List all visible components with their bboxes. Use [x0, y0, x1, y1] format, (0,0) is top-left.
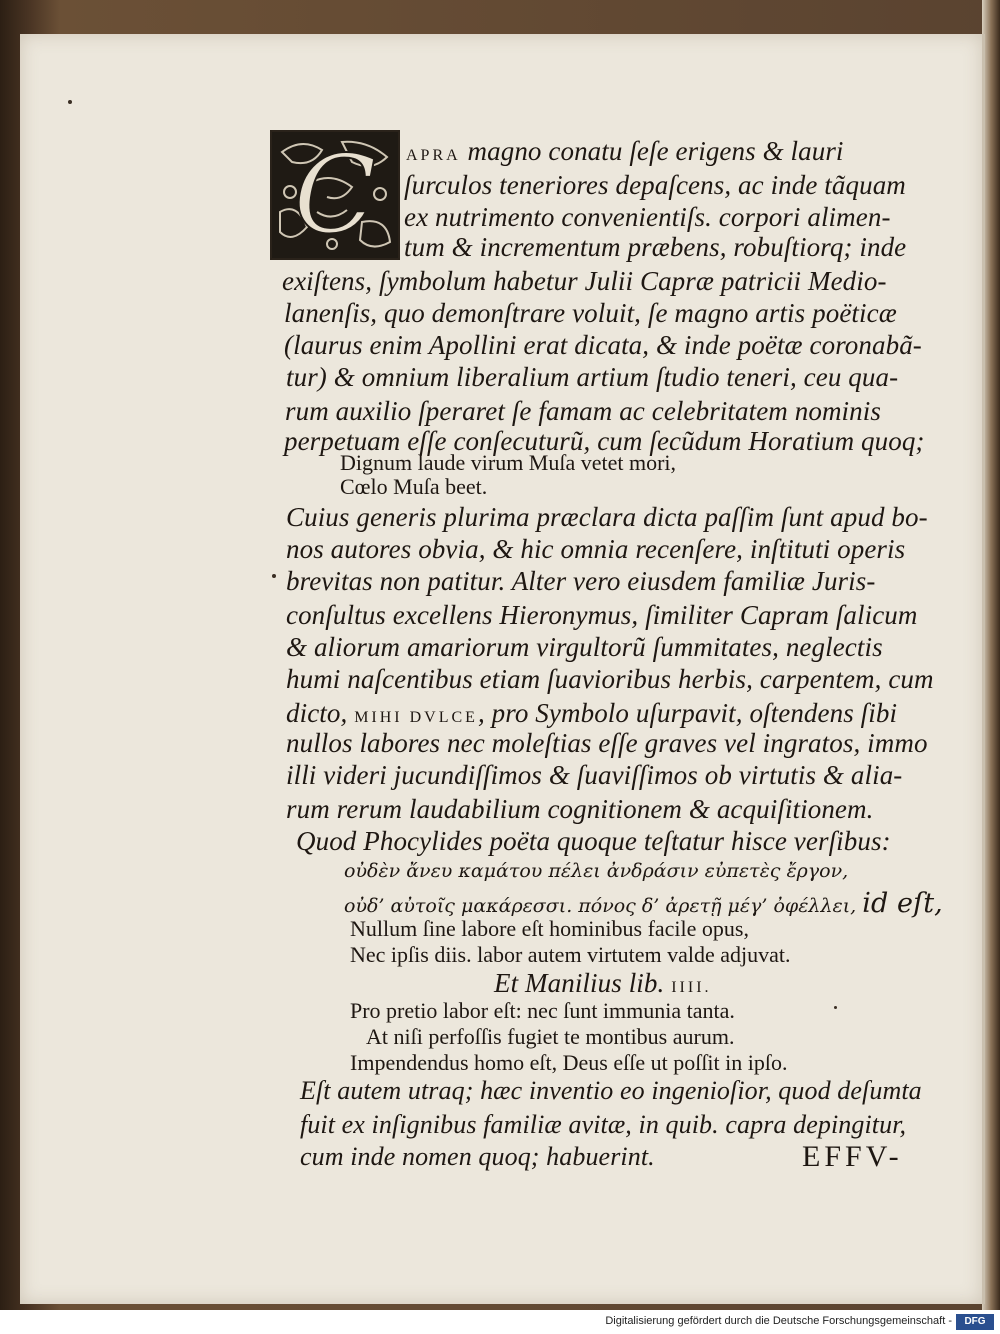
manilius-line-1: Pro pretio labor eſt: nec ſunt immunia tanta.: [350, 998, 735, 1023]
text-line-5: exiſtens, ſymbolum habetur Julii Capræ patricii Medio-: [282, 266, 887, 296]
text-segment: id eſt,: [862, 888, 943, 919]
text-segment: APRA: [406, 147, 461, 164]
text-line-18: humi naſcentibus etiam ſuavioribus herbis, carpentem, cum: [286, 664, 934, 694]
digitization-footer: [0, 1310, 1000, 1334]
text-line-19: [286, 698, 897, 729]
text-line-8: tur) & omnium liberalium artium ſtudio teneri, ceu qua-: [286, 362, 899, 392]
text-line-7: (laurus enim Apollini erat dicata, & inde poëtæ coronabã-: [284, 330, 922, 360]
text-line-1: [406, 136, 844, 167]
catchword: EFFV-: [802, 1140, 903, 1173]
dfg-logo-icon: DFG: [956, 1314, 994, 1330]
text-line-16: conſultus excellens Hieronymus, ſimiliter Capram ſalicum: [286, 600, 918, 630]
translation-line-2: Nec ipſis diis. labor autem virtutem valde adjuvat.: [350, 942, 791, 967]
translation-line-1: Nullum ſine labore eſt hominibus facile opus,: [350, 916, 749, 941]
text-line-14: nos autores obvia, & hic omnia recenſere, inſtituti operis: [286, 534, 906, 564]
ink-speck: [272, 574, 276, 578]
text-line-6: lanenſis, quo demonſtrare voluit, ſe magno artis poëticæ: [284, 298, 897, 328]
text-line-9: rum auxilio ſperaret ſe famam ac celebritatem nominis: [285, 396, 881, 426]
ink-speck: [834, 1006, 837, 1009]
manilius-line-3: Impendendus homo eſt, Deus eſſe ut poſſit in ipſo.: [350, 1050, 788, 1075]
text-segment: IIII.: [671, 979, 712, 996]
text-line-20: nullos labores nec moleſtias eſſe graves vel ingratos, immo: [286, 728, 928, 758]
greek-line-1: οὐδὲν ἄνευ καμάτου πέλει ἀνδράσιν εὐπετὲς ἔργον,: [344, 860, 849, 882]
text-line-23: Quod Phocylides poëta quoque teſtatur hisce verſibus:: [296, 826, 891, 856]
ink-speck: [68, 100, 72, 104]
text-segment: Et Manilius lib.: [494, 968, 672, 998]
manilius-heading: [494, 968, 712, 999]
initial-letter: C: [293, 133, 377, 258]
text-line-4: tum & incrementum præbens, robuſtiorq; inde: [404, 232, 907, 262]
text-line-3: ex nutrimento convenientiſs. corpori alimen-: [404, 202, 891, 232]
greek-line-2: [344, 888, 943, 919]
text-line-32: Eſt autem utraq; hæc inventio eo ingenioſior, quod deſumta: [300, 1076, 922, 1105]
text-line-17: & aliorum amariorum virgultorũ ſummitates, neglectis: [286, 632, 883, 662]
verse-line-2: Cœlo Muſa beet.: [340, 474, 488, 499]
verse-line-1: Dignum laude virum Muſa vetet mori,: [340, 450, 677, 475]
text-line-2: ſurculos teneriores depaſcens, ac inde tãquam: [404, 170, 906, 200]
manilius-line-2: At niſi perfoſſis fugiet te montibus aurum.: [366, 1024, 735, 1049]
text-segment: οὐδ’ αὐτοῖς μακάρεσσι. πόνος δ’ ἀρετῇ μέγ’ ὀφέλλει,: [344, 895, 863, 917]
text-segment: dicto,: [286, 698, 355, 728]
text-line-34: cum inde nomen quoq; habuerint.: [300, 1142, 655, 1171]
text-line-15: brevitas non patitur. Alter vero eiusdem familiæ Juris-: [286, 566, 876, 596]
text-segment: magno conatu ſeſe erigens & lauri: [460, 136, 844, 166]
footer-credit: Digitalisierung gefördert durch die Deutsche Forschungsgemeinschaft -: [605, 1315, 952, 1327]
text-segment: , pro Symbolo uſurpavit, oſtendens ſibi: [477, 698, 898, 728]
text-line-13: Cuius generis plurima præclara dicta paſſim ſunt apud bo-: [286, 502, 928, 532]
text-line-21: illi videri jucundiſſimos & ſuaviſſimos ob virtutis & alia-: [286, 760, 903, 790]
text-line-33: fuit ex inſignibus familiæ avitæ, in quib. capra depingitur,: [300, 1110, 907, 1139]
text-segment: MIHI DVLCE: [354, 709, 478, 726]
text-line-22: rum rerum laudabilium cognitionem & acquiſitionem.: [286, 794, 874, 824]
text-line-10: perpetuam eſſe conſecuturũ, cum ſecũdum Horatium quoq;: [284, 426, 925, 456]
